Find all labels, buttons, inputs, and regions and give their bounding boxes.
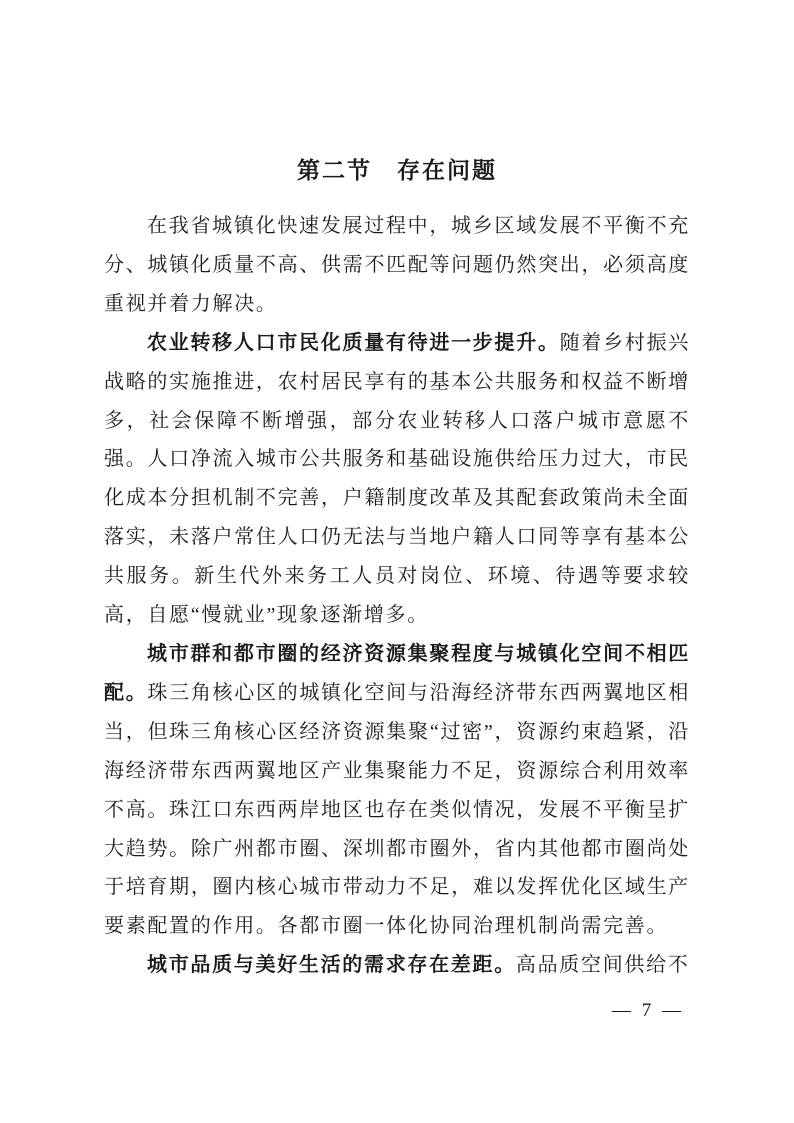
paragraph (104, 207, 690, 324)
paragraph-text: 高品质空间供给不 (515, 954, 690, 977)
page-number: — 7 — (612, 1000, 684, 1021)
paragraph (104, 324, 690, 635)
document-body (104, 207, 690, 985)
section-title: 第二节 存在问题 (297, 158, 497, 183)
paragraph-text: 在我省城镇化快速发展过程中，城乡区域发展不平衡不充分、城镇化质量不高、供需不匹配等问题仍然突出，必须高度重视并着力解决。 (104, 215, 690, 315)
paragraph-lead-bold: 农业转移人口市民化质量有待进一步提升。 (147, 331, 560, 354)
paragraph-lead-bold: 城市群和都市圈的经济资源集聚程度与城镇化空间不相匹配。 (104, 642, 690, 704)
paragraph (104, 946, 690, 985)
paragraph-lead-bold: 城市品质与美好生活的需求存在差距。 (147, 954, 516, 977)
paragraph (104, 635, 690, 946)
paragraph-text: 随着乡村振兴战略的实施推进，农村居民享有的基本公共服务和权益不断增多，社会保障不断增强，部分农业转移人口落户城市意愿不强。人口净流入城市公共服务和基础设施供给压力过大，市民化成本分担机制不完善，户籍制度改革及其配套政策尚未全面落实，未落户常住人口仍无法与当地户籍人口同等享有基本公共服务。新生代外来务工人员对岗位、环境、待遇等要求较高，自愿“慢就业”现象逐渐增多。 (104, 331, 690, 627)
paragraph-text: 珠三角核心区的城镇化空间与沿海经济带东西两翼地区相当，但珠三角核心区经济资源集聚“过密”，资源约束趋紧，沿海经济带东西两翼地区产业集聚能力不足，资源综合利用效率不高。珠江口东西两岸地区也存在类似情况，发展不平衡呈扩大趋势。除广州都市圈、深圳都市圈外，省内其他都市圈尚处于培育期，圈内核心城市带动力不足，难以发挥优化区域生产要素配置的作用。各都市圈一体化协同治理机制尚需完善。 (104, 681, 691, 938)
